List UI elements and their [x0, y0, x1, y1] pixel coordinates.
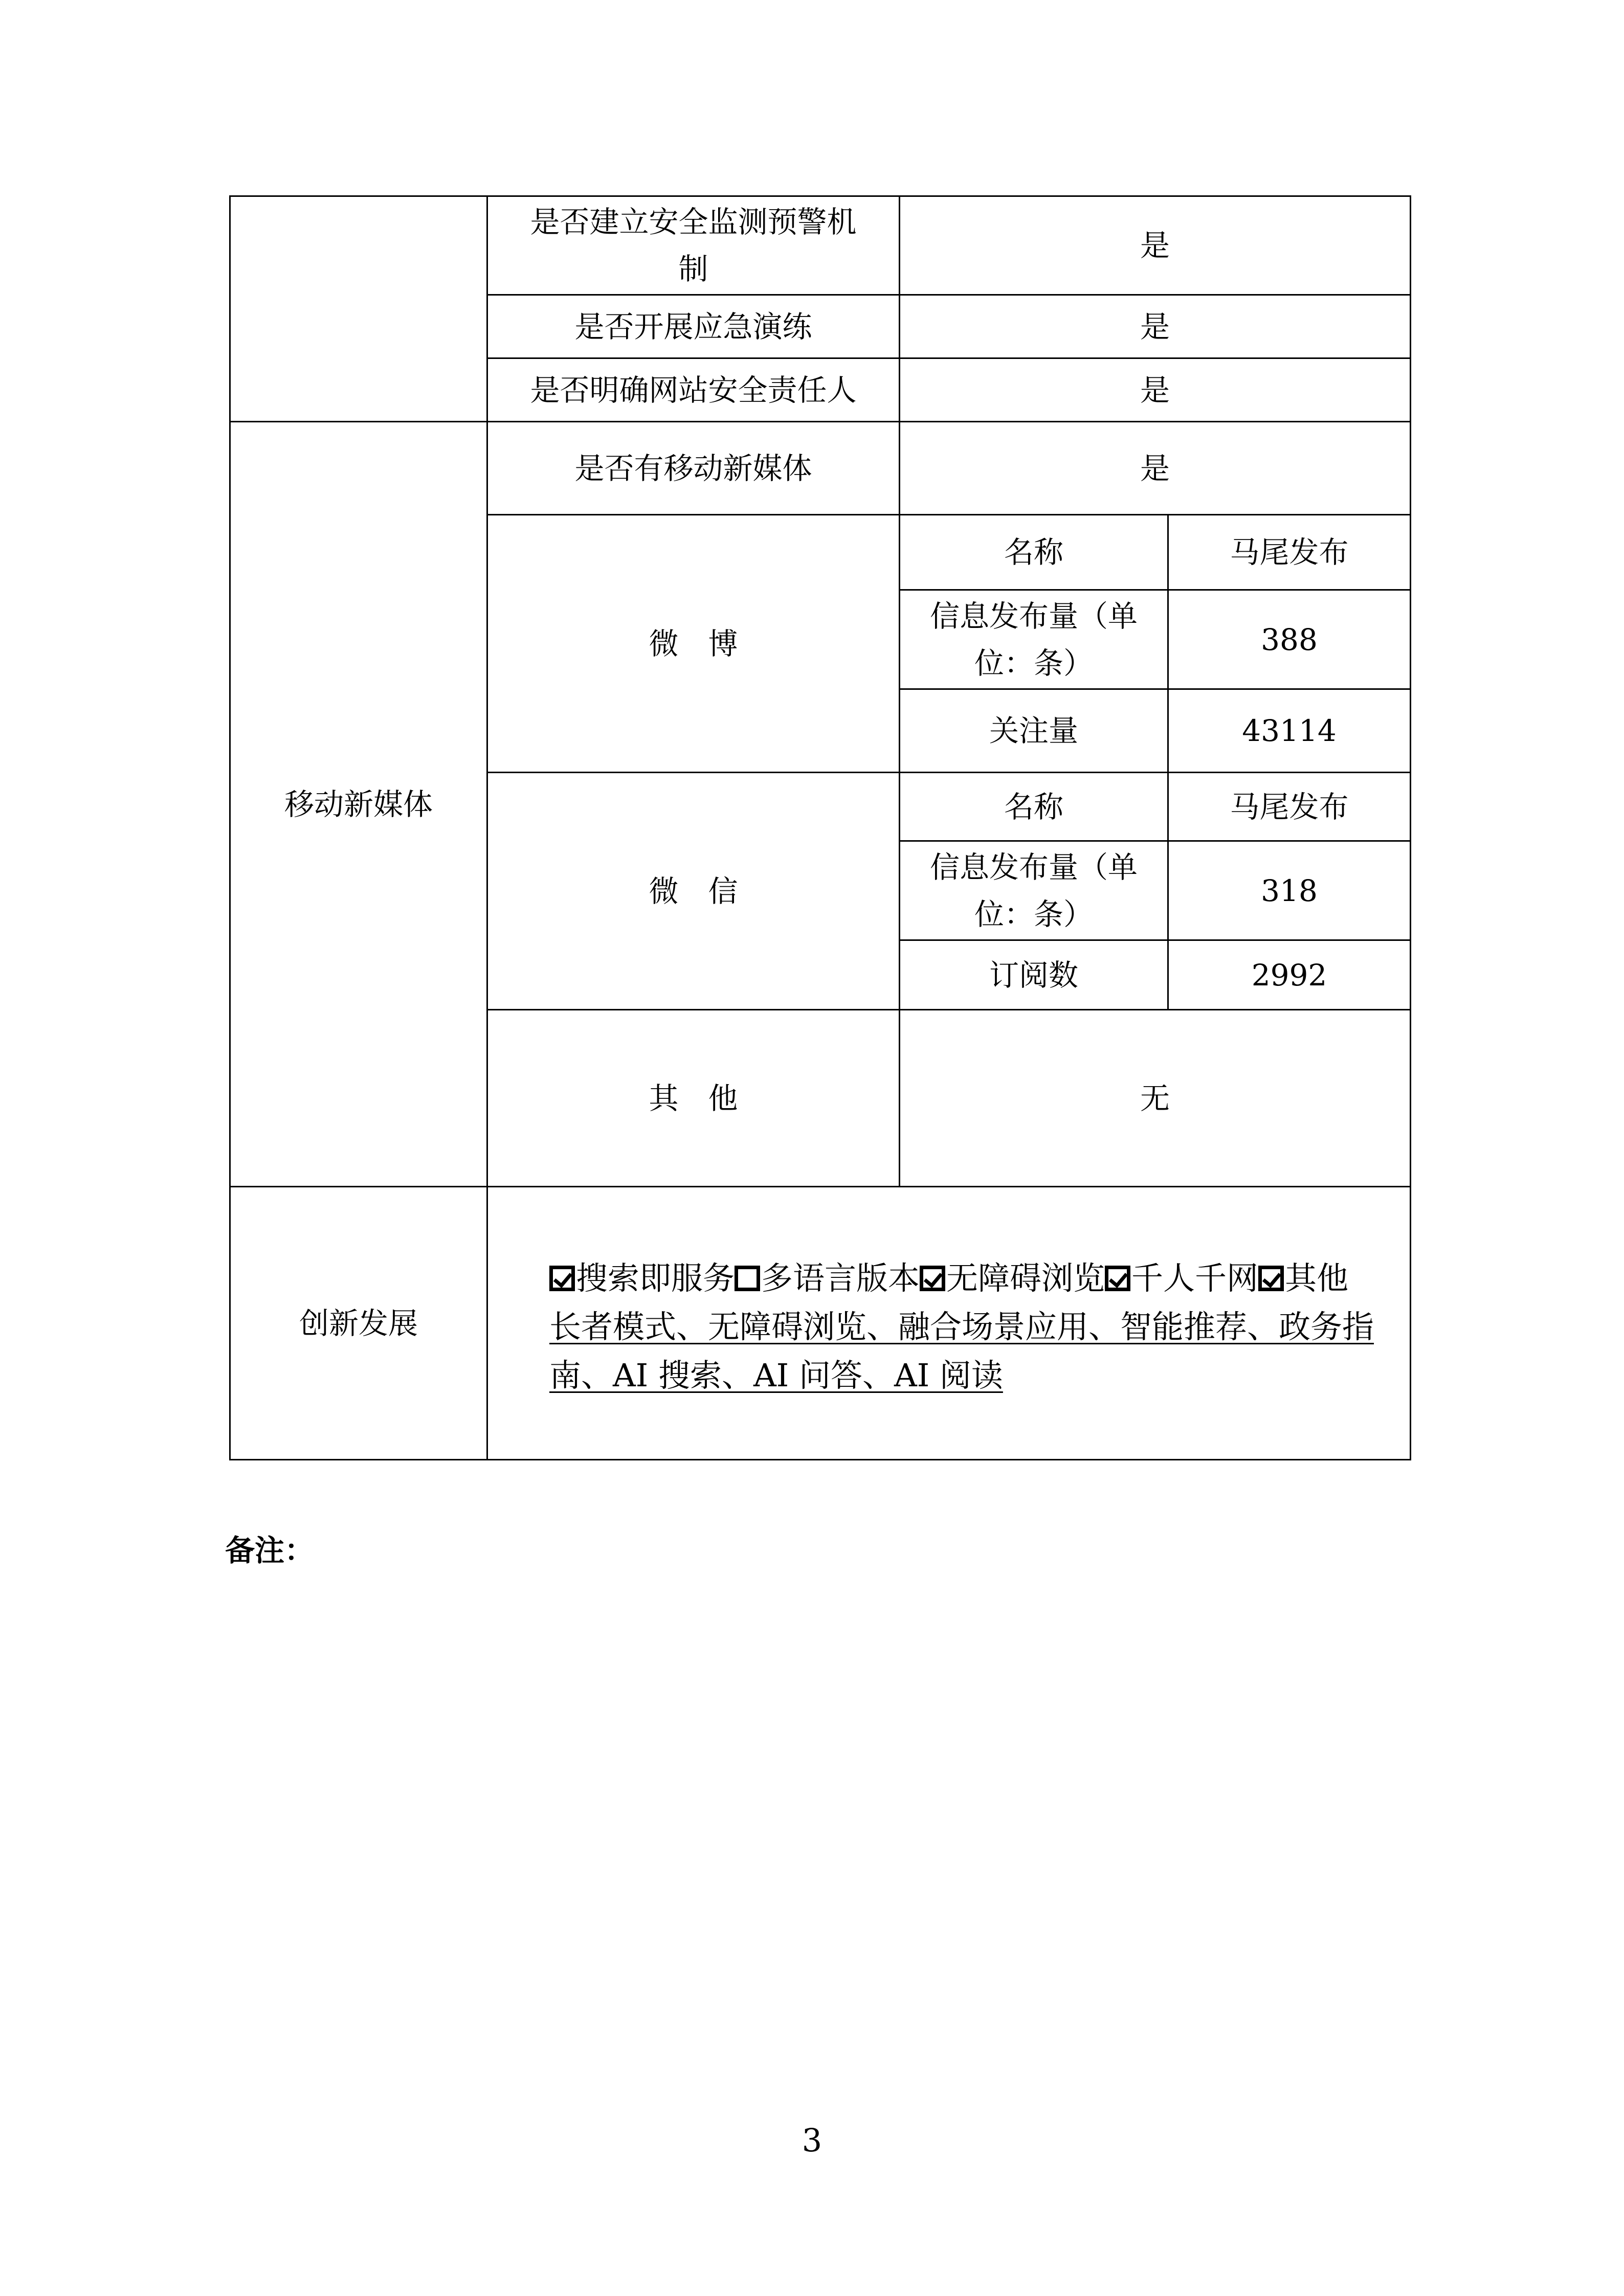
- weibo-name-label: 名称: [900, 515, 1168, 590]
- wechat-subscribers-value: 2992: [1168, 940, 1411, 1010]
- table-row: [230, 1187, 1411, 1460]
- checkbox-accessible-browsing[interactable]: [920, 1266, 945, 1291]
- question-has-mobile: 是否有移动新媒体: [487, 422, 900, 515]
- option-accessible-browsing-label: 无障碍浏览: [946, 1259, 1105, 1297]
- checkbox-multilingual[interactable]: [735, 1266, 760, 1291]
- weibo-label: 微 博: [487, 515, 900, 773]
- wechat-posts-value: 318: [1168, 841, 1411, 940]
- innovation-options: [549, 1254, 1394, 1302]
- answer-has-mobile: 是: [900, 422, 1411, 515]
- option-multilingual-label: 多语言版本: [761, 1259, 920, 1297]
- weibo-followers-label: 关注量: [900, 689, 1168, 773]
- answer-drill: 是: [900, 295, 1411, 358]
- wechat-name-value: 马尾发布: [1168, 773, 1411, 841]
- option-personalized-label: 千人千网: [1131, 1259, 1259, 1297]
- weibo-name-value: 马尾发布: [1168, 515, 1411, 590]
- answer-monitoring: 是: [900, 196, 1411, 295]
- security-section-cell: [230, 196, 487, 422]
- weibo-posts-value: 388: [1168, 590, 1411, 689]
- wechat-name-label: 名称: [900, 773, 1168, 841]
- innovation-other-detail: 长者模式、无障碍浏览、融合场景应用、智能推荐、政务指南、AI 搜索、AI 问答、AI 阅读: [549, 1308, 1374, 1394]
- answer-responsible: 是: [900, 358, 1411, 422]
- mobile-section-label: 移动新媒体: [230, 422, 487, 1187]
- innovation-content: [487, 1187, 1411, 1460]
- report-table: [229, 195, 1411, 1460]
- option-other-label: 其他: [1285, 1259, 1349, 1297]
- checkbox-search-service[interactable]: [549, 1266, 575, 1291]
- wechat-posts-label: 信息发布量（单位：条）: [900, 841, 1168, 940]
- innovation-section-label: 创新发展: [230, 1187, 487, 1460]
- other-media-value: 无: [900, 1010, 1411, 1187]
- weibo-posts-label: 信息发布量（单位：条）: [900, 590, 1168, 689]
- table-row: [230, 422, 1411, 515]
- question-monitoring: 是否建立安全监测预警机制: [487, 196, 900, 295]
- question-responsible: 是否明确网站安全责任人: [487, 358, 900, 422]
- question-drill: 是否开展应急演练: [487, 295, 900, 358]
- wechat-subscribers-label: 订阅数: [900, 940, 1168, 1010]
- weibo-followers-value: 43114: [1168, 689, 1411, 773]
- wechat-label: 微 信: [487, 773, 900, 1010]
- option-search-service-label: 搜索即服务: [576, 1259, 735, 1297]
- checkbox-personalized[interactable]: [1105, 1266, 1130, 1291]
- other-media-label: 其 他: [487, 1010, 900, 1187]
- remark-label: 备注：: [225, 1533, 315, 1568]
- table-row: [230, 196, 1411, 295]
- checkbox-other[interactable]: [1258, 1266, 1284, 1291]
- page-number: 3: [802, 2122, 822, 2159]
